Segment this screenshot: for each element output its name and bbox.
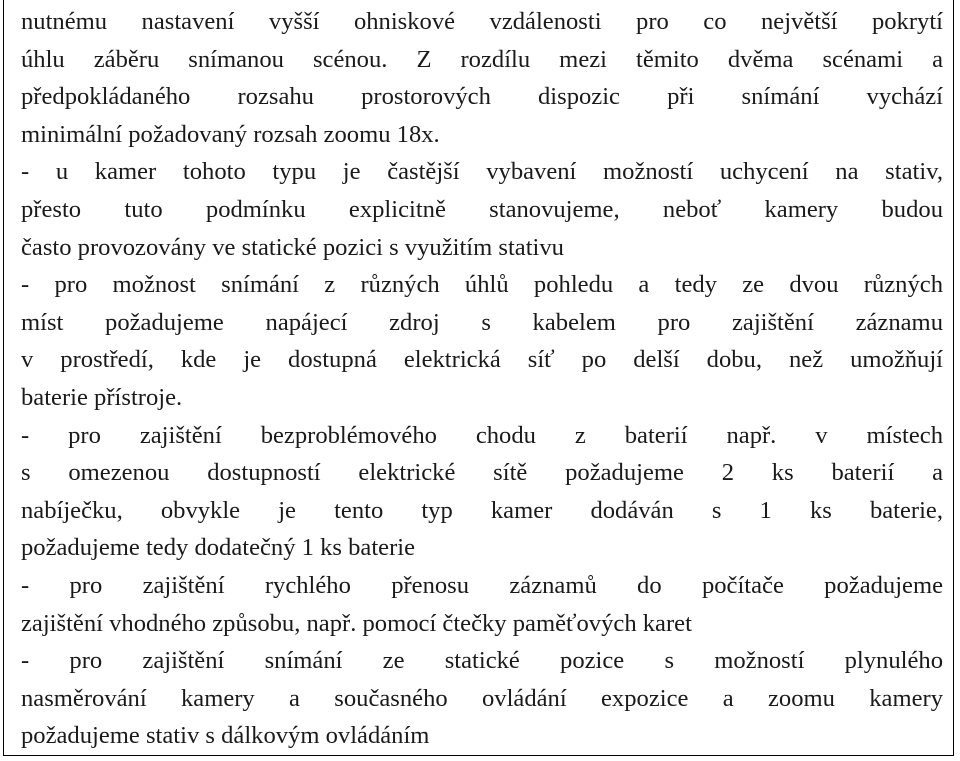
text-line-5: - u kamer tohoto typu je častější vybavení možností uchycení na stativ, bbox=[21, 158, 943, 186]
text-line-8: - pro možnost snímání z různých úhlů pohledu a tedy ze dvou různých bbox=[21, 271, 943, 299]
text-line-18: - pro zajištění snímání ze statické pozice s možností plynulého bbox=[21, 647, 943, 675]
document-frame bbox=[3, 0, 954, 756]
text-line-4: minimální požadovaný rozsah zoomu 18x. bbox=[21, 120, 440, 148]
text-line-20: požadujeme stativ s dálkovým ovládáním bbox=[21, 722, 430, 750]
text-line-17: zajištění vhodného způsobu, např. pomocí čtečky paměťových karet bbox=[21, 609, 692, 637]
text-line-16: - pro zajištění rychlého přenosu záznamů do počítače požadujeme bbox=[21, 571, 943, 599]
text-line-15: požadujeme tedy dodatečný 1 ks baterie bbox=[21, 534, 416, 562]
text-line-6: přesto tuto podmínku explicitně stanovujeme, neboť kamery budou bbox=[21, 195, 943, 223]
text-line-10: v prostředí, kde je dostupná elektrická síť po delší dobu, než umožňují bbox=[21, 346, 943, 374]
document-text-block bbox=[21, 3, 943, 755]
text-line-7: často provozovány ve statické pozici s využitím stativu bbox=[21, 233, 564, 261]
text-line-14: nabíječku, obvykle je tento typ kamer dodáván s 1 ks baterie, bbox=[21, 496, 943, 524]
text-line-13: s omezenou dostupností elektrické sítě požadujeme 2 ks baterií a bbox=[21, 459, 943, 487]
text-line-2: úhlu záběru snímanou scénou. Z rozdílu mezi těmito dvěma scénami a bbox=[21, 45, 943, 73]
text-line-11: baterie přístroje. bbox=[21, 383, 183, 411]
text-line-1: nutnému nastavení vyšší ohniskové vzdálenosti pro co největší pokrytí bbox=[21, 8, 943, 35]
text-line-9: míst požadujeme napájecí zdroj s kabelem pro zajištění záznamu bbox=[21, 308, 943, 336]
text-line-19: nasměrování kamery a současného ovládání expozice a zoomu kamery bbox=[21, 684, 943, 712]
text-line-3: předpokládaného rozsahu prostorových dispozic při snímání vychází bbox=[21, 83, 943, 111]
text-line-12: - pro zajištění bezproblémového chodu z baterií např. v místech bbox=[21, 421, 943, 449]
